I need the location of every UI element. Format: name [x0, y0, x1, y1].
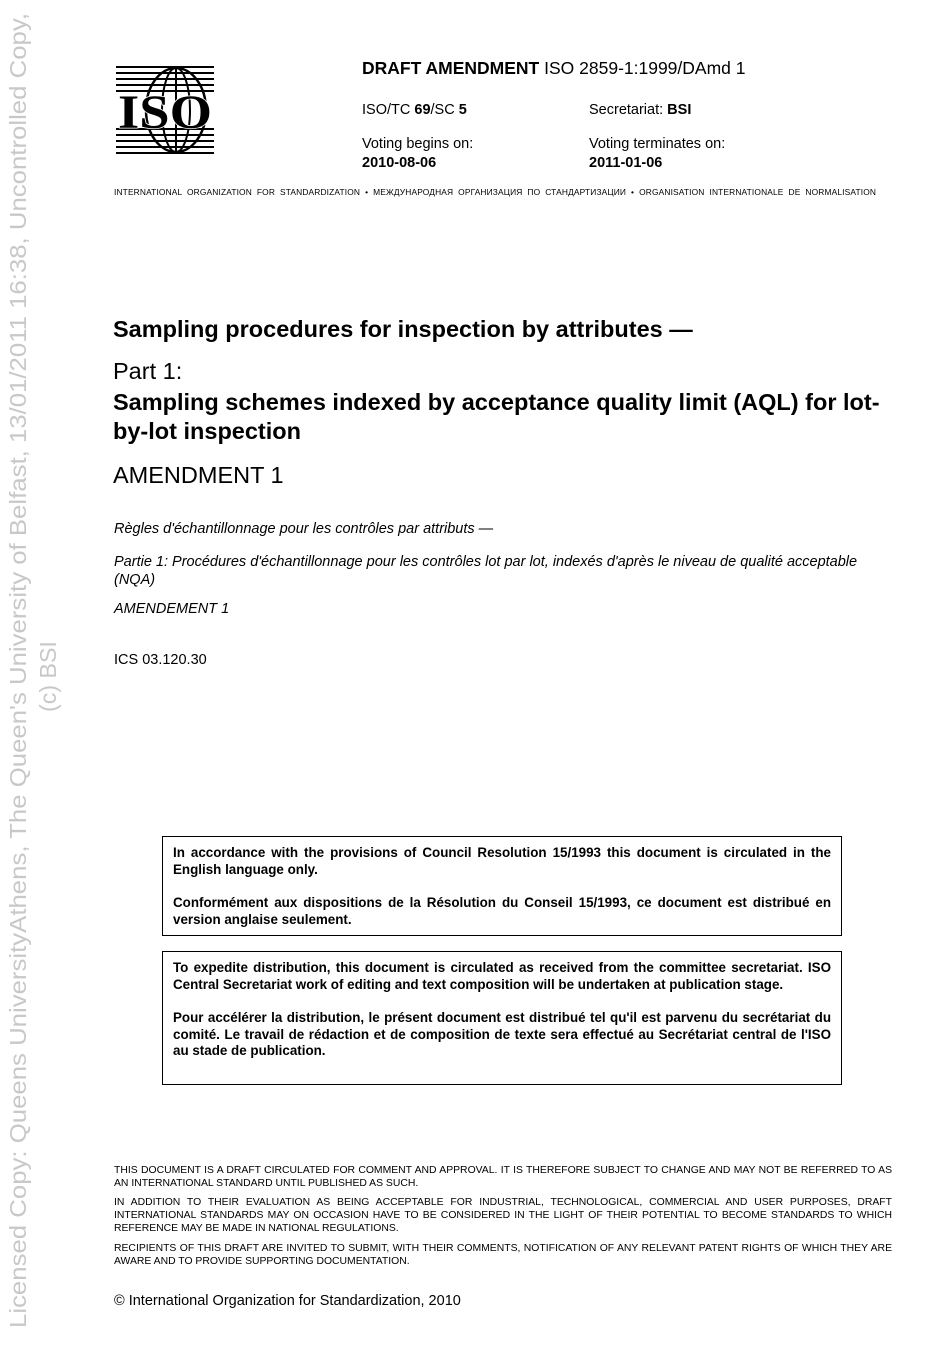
watermark-line-2: (c) BSI: [35, 641, 61, 712]
amendment-label: AMENDMENT 1: [113, 462, 284, 488]
voting-begins-value: 2010-08-06: [362, 155, 437, 171]
french-main-title: Règles d'échantillonnage pour les contrôles par attributs —: [114, 521, 494, 537]
document-reference: [362, 58, 746, 79]
language-notice-box: [162, 836, 842, 936]
watermark-line-1: Licensed Copy: Queens UniversityAthens, The Queen's University of Belfast, 13/01/2011 16:38, Uncontrolled Copy,: [5, 144, 31, 1328]
disclaimer-2: IN ADDITION TO THEIR EVALUATION AS BEING ACCEPTABLE FOR INDUSTRIAL, TECHNOLOGICAL, COMMERCIAL AND USER PURPOSES, DRAFT INTERNATIONAL STANDARDS MAY ON OCCASION HAVE TO BE CONSIDERED IN THE LIGHT OF THEIR POTENTIAL TO BECOME STANDARDS TO WHICH REFERENCE MAY BE MADE IN NATIONAL REGULATIONS.: [114, 1197, 892, 1234]
voting-ends: [589, 135, 725, 173]
main-title: Sampling procedures for inspection by attributes —: [113, 316, 693, 342]
distribution-notice-en: To expedite distribution, this document is circulated as received from the committee secretariat. ISO Central Secretariat work of editing and text composition will be undertaken at publication stage.: [173, 960, 831, 992]
language-notice-fr: Conformément aux dispositions de la Résolution du Conseil 15/1993, ce document est distribué en version anglaise seulement.: [173, 895, 831, 927]
distribution-notice-box: [162, 951, 842, 1085]
doc-ref: ISO 2859-1:1999/DAmd 1: [544, 58, 746, 78]
committee: ISO/TC 69/SC 5: [362, 102, 467, 118]
watermark: [0, 0, 70, 1345]
secretariat-value: BSI: [667, 102, 692, 118]
disclaimer-3: RECIPIENTS OF THIS DRAFT ARE INVITED TO SUBMIT, WITH THEIR COMMENTS, NOTIFICATION OF ANY RELEVANT PATENT RIGHTS OF WHICH THEY ARE AWARE AND TO PROVIDE SUPPORTING DOCUMENTATION.: [114, 1243, 892, 1267]
part-label: Part 1:: [113, 358, 183, 384]
iso-logo-text: ISO: [118, 86, 212, 139]
language-notice-en: In accordance with the provisions of Council Resolution 15/1993 this document is circulated in the English language only.: [173, 845, 831, 877]
ics-code: ICS 03.120.30: [114, 652, 207, 668]
french-part-title: Partie 1: Procédures d'échantillonnage pour les contrôles lot par lot, indexés d'après le niveau de qualité acceptable (NQA): [114, 554, 858, 588]
voting-ends-value: 2011-01-06: [589, 155, 663, 171]
iso-logo: [116, 64, 214, 156]
secretariat: Secretariat: BSI: [589, 102, 692, 118]
doc-type: DRAFT AMENDMENT: [362, 58, 540, 78]
french-amendment: AMENDEMENT 1: [114, 601, 230, 617]
copyright: © International Organization for Standardization, 2010: [114, 1293, 461, 1309]
organization-line: INTERNATIONAL ORGANIZATION FOR STANDARDIZATION • МЕЖДУНАРОДНАЯ ОРГАНИЗАЦИЯ ПО СТАНДАРТИЗАЦИИ • ORGANISATION INTERNATIONALE DE NORMALISATION: [114, 187, 877, 197]
distribution-notice-fr: Pour accélérer la distribution, le présent document est distribué tel qu'il est parvenu du secrétariat du comité. Le travail de rédaction et de composition de texte sera effectué au Secrétariat central de l'ISO au stade de publication.: [173, 1010, 831, 1058]
voting-ends-label: Voting terminates on:: [589, 136, 726, 152]
part-title: Sampling schemes indexed by acceptance quality limit (AQL) for lot-by-lot inspection: [113, 389, 880, 444]
voting-begins-label: Voting begins on:: [362, 136, 474, 152]
voting-begins: [362, 135, 473, 173]
disclaimer-1: THIS DOCUMENT IS A DRAFT CIRCULATED FOR COMMENT AND APPROVAL. IT IS THEREFORE SUBJECT TO CHANGE AND MAY NOT BE REFERRED TO AS AN INTERNATIONAL STANDARD UNTIL PUBLISHED AS SUCH.: [114, 1165, 892, 1189]
committee-tc: 69: [414, 102, 431, 118]
committee-sc: 5: [458, 102, 467, 118]
